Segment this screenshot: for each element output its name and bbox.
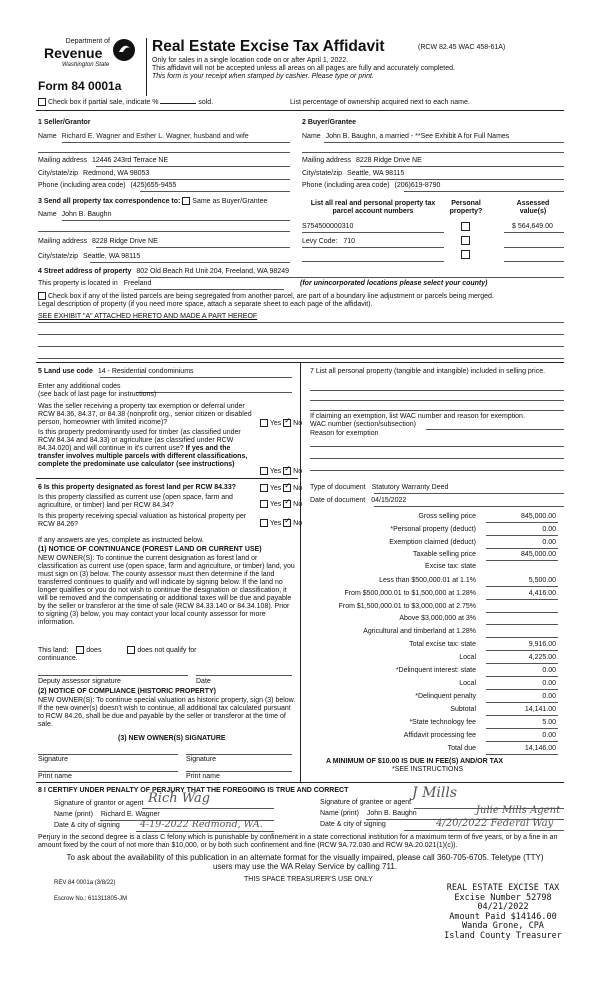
see-instructions-note: *SEE INSTRUCTIONS [392,766,464,773]
calc-row-value[interactable]: 845,000.00 [520,513,556,520]
document-type-row[interactable]: Type of document Statutory Warranty Deed [310,484,449,491]
new-owner-signature-heading: (3) NEW OWNER(S) SIGNATURE [118,735,226,742]
personal-property-checkbox-2[interactable] [461,236,470,245]
does-qualify-checkbox[interactable] [76,646,84,654]
form-title: Real Estate Excise Tax Affidavit [152,38,385,55]
forest-no-checkbox[interactable] [283,484,291,492]
segregated-checkbox[interactable] [38,292,46,300]
timber-no-checkbox[interactable] [283,467,291,475]
calc-row-label: Affidavit processing fee [403,732,476,739]
deputy-date-label: Date [196,678,211,685]
stamp-line4: Amount Paid $14146.00 [449,911,557,922]
forest-yes-checkbox[interactable] [260,484,268,492]
dept-line2: Revenue [44,45,103,61]
calc-row-value[interactable]: 14,146.00 [524,745,556,752]
notice-compliance-body: NEW OWNER(S): To continue special valuation as historic property, sign (3) below. If the new owner(s) doesn't wish to continue, all additional tax calculated pursuant to RCW 84.26, shall be due and payable by the seller or transferor at the time of sale. [38,697,296,728]
wac-number-label: WAC number (section/subsection) [310,421,416,428]
stamp-line6: Island County Treasurer [444,930,562,941]
calc-row-value[interactable]: 4,416.00 [528,590,556,597]
buyer-city-field[interactable]: City/state/zip Seattle, WA 98115 [302,170,405,177]
levy-code-field[interactable]: Levy Code: 710 [302,238,356,245]
tax-name-field[interactable]: Name John B. Baughn [38,211,112,218]
seller-heading: 1 Seller/Grantor [38,119,91,126]
forest-land-question: 6 Is this property designated as forest land per RCW 84.33? [38,484,236,491]
grantee-date-row[interactable]: Date & city of signing [320,821,386,828]
owner-signature-1-label: Signature [38,756,68,763]
calc-row-label: *Delinquent interest: state [395,667,476,674]
property-address-value: 802 Old Beach Rd Unit 204, Freeland, WA 98249 [136,268,289,275]
forest-answer: Yes ✓ No [260,484,302,493]
calc-row-label: Subtotal [450,706,476,713]
calc-row-value[interactable]: 0.00 [542,526,556,533]
calc-row-value[interactable]: 5.00 [542,719,556,726]
buyer-name-value: John B. Baughn, a married - **See Exhibit A for Full Names [325,133,510,140]
minimum-fee-note: A MINIMUM OF $10.00 IS DUE IN FEE(S) AND/OR TAX [326,758,504,765]
partial-sale-row [38,98,213,107]
calc-row-label: From $500,000.01 to $1,500,000 at 1.28% [344,590,476,597]
calc-row-value[interactable]: 14,141.00 [524,706,556,713]
document-date-row[interactable]: Date of document 04/15/2022 [310,497,407,504]
exemption-no-checkbox[interactable] [283,419,291,427]
tax-name-value: John B. Baughn [61,211,112,218]
does-not-qualify-checkbox[interactable] [127,646,135,654]
stamp-line1: REAL ESTATE EXCISE TAX [446,883,560,893]
calc-row-label: *Delinquent penalty [415,693,476,700]
current-use-answer: Yes ✓ No [260,500,302,509]
calc-row-label: *Personal property (deduct) [390,526,476,533]
segregated-label: Check box if any of the listed parcels are being segregated from another parcel, are part of a boundary line adjustment or parcels being merged. [47,292,494,300]
assessed-value[interactable]: $ 564,649.00 [512,223,553,230]
calc-row-label: Agricultural and timberland at 1.28% [363,628,476,635]
calc-row-label: Exemption claimed (deduct) [389,539,476,546]
additional-codes-label: Enter any additional codes [38,383,121,390]
grantor-date-row[interactable]: Date & city of signing [54,822,120,829]
this-land-row: This land: does does not qualify for [38,646,197,654]
grantee-date-value[interactable]: 4/20/2022 Federal Way [436,818,554,829]
personal-property-checkbox-1[interactable] [461,222,470,231]
revenue-logo [40,36,136,78]
dept-line1: Department of [65,38,110,45]
seller-name-value: Richard E. Wagner and Esther L. Wagner, husband and wife [61,133,249,140]
calc-row-label: Above $3,000,000 at 3% [399,615,476,622]
land-use-value: 14 - Residential condominiums [97,368,194,375]
buyer-phone-field[interactable]: Phone (including area code) (206)619-8790 [302,182,441,189]
continuance-label: continuance. [38,655,78,662]
property-location-row[interactable]: This property is located in Freeland [38,280,152,287]
owner-print-1-label: Print name [38,773,72,780]
parcel-number[interactable]: S754500000310 [302,223,354,230]
notice-compliance-heading: (2) NOTICE OF COMPLIANCE (HISTORIC PROPERTY) [38,688,216,695]
document-date-value: 04/15/2022 [371,497,407,504]
current-use-question: Is this property classified as current use (open space, farm and agriculture, or timber) land per RCW 84.34? [38,494,233,509]
exemption-answer: Yes ✓ No [260,419,302,428]
calc-row-label: Excise tax: state [425,563,476,570]
buyer-mailing-field[interactable]: Mailing address 8228 Ridge Drive NE [302,157,422,164]
legal-description-label: Legal description of property (if you need more space, attach a separate sheet to each page of the affidavit). [38,301,373,308]
calc-row-label: Taxable selling price [412,551,476,558]
revenue-logo-icon [112,38,136,62]
timber-question: Is this property predominantly used for timber (as classified under RCW 84.34 and 84.33) or agriculture (as classified under RCW 84.34.020) and will continue in it's current use? If yes and the transfer involves multiple parcels with different classifications, complete the predominate use calculator (see instructions) [38,429,248,468]
grantee-signature[interactable]: J Mills [412,785,458,801]
partial-sold-label: sold. [198,98,214,106]
grantee-name-value: John B. Baughn [366,810,417,817]
escrow-number: Escrow No.: 611311805-JM [54,896,128,902]
buyer-city-value: Seattle, WA 98115 [347,170,405,177]
calc-row-label: From $1,500,000.01 to $3,000,000 at 2.75% [338,603,476,610]
property-heading: 4 Street address of property [38,268,132,275]
deputy-signature-label: Deputy assessor signature [38,678,121,685]
seller-mailing-field[interactable]: Mailing address 12446 243rd Terrace NE [38,157,169,164]
availability-note: To ask about the availability of this publication in an alternate format for the visually impaired, please call 360-705-6705. Teletype (TTY) users may use the WA Relay Service by calling 711. [66,853,544,871]
document-type-value: Statutory Warranty Deed [371,484,449,491]
calc-row-value[interactable]: 4,225.00 [528,654,556,661]
tax-correspondence-row [38,197,267,206]
calc-row-value[interactable]: 845,000.00 [520,551,556,558]
calc-row-label: Total excise tax: state [409,641,476,648]
same-as-buyer-checkbox[interactable] [182,197,190,205]
perjury-warning: Perjury in the second degree is a class C felony which is punishable by confinement in a state correctional institution for a maximum term of five years, or by a fine in an amount fixed by the court of not more than $10,000, or by both such confinement and fine (RCW 9A.72.030 and RCW 9A.20.021(1)(c)). [38,834,558,849]
tax-mailing-field[interactable]: Mailing address 8228 Ridge Drive NE [38,238,158,245]
treasurer-use-label: THIS SPACE TREASURER'S USE ONLY [244,876,373,883]
seller-phone-field[interactable]: Phone (including area code) (425)655-9455 [38,182,177,189]
treasurer-stamp [430,884,576,941]
calc-row-value[interactable]: 0.00 [542,693,556,700]
buyer-heading: 2 Buyer/Grantee [302,119,357,126]
calc-row-value[interactable]: 0.00 [542,680,556,687]
grantor-signature-label: Signature of grantor or agent [54,800,144,807]
form-statute: (RCW 82.45 WAC 458-61A) [418,44,506,51]
same-as-buyer-label: Same as Buyer/Grantee [192,197,268,205]
tax-city-value: Seattle, WA 98115 [83,253,141,260]
exemption-claim-note: If claiming an exemption, list WAC number and reason for exemption. [310,413,525,420]
levy-code-value: 710 [343,238,356,245]
calc-row-label: Total due [447,745,476,752]
timber-yes-checkbox[interactable] [260,467,268,475]
grantor-signature[interactable]: Rich Wag [148,791,211,806]
grantor-name-value: Richard E. Wagner [100,811,160,818]
legal-description-value[interactable]: SEE EXHIBIT "A" ATTACHED HERETO AND MADE A PART HEREOF [38,313,258,320]
personal-property-heading: 7 List all personal property (tangible and intangible) included in selling price. [310,368,546,375]
grantor-name-row[interactable]: Name (print) Richard E. Wagner [54,811,160,818]
current-use-yes-checkbox[interactable] [260,500,268,508]
exemption-question: Was the seller receiving a property tax exemption or deferral under RCW 84.36, 84.37, or 84.38 (nonprofit org., senior citizen or disabled person, homeowner with limited income)? [38,403,252,426]
calc-row-label: *State technology fee [409,719,476,726]
exemption-yes-checkbox[interactable] [260,419,268,427]
grantee-name-row[interactable]: Name (print) John B. Baughn [320,810,417,817]
calc-row-label: Local [459,680,476,687]
historic-no-checkbox[interactable] [283,519,291,527]
grantee-agent: Julie Mills Agent [476,805,561,816]
reason-label: Reason for exemption [310,430,379,437]
grantee-signature-label: Signature of grantee or agent [320,799,412,806]
buyer-name-field[interactable]: Name John B. Baughn, a married - **See Exhibit A for Full Names [302,133,510,140]
revision-label: REV 84 0001a (3/8/22) [54,880,116,886]
if-yes-note: If any answers are yes, complete as instructed below. [38,537,204,544]
notice-continuance-body: NEW OWNER(S): To continue the current designation as forest land or classification as current use (open space, farm and agriculture, or timber) land, you must sign on (3) below. The county assessor must then determine if the land transferred continues to qualify and will indicate by signing below. If the land no longer qualifies or you do not wish to continue the designation or classification, it will be removed and the compensating or additional taxes will be due and payable by the seller or transferor at the time of sale (RCW 84.33.140 or 84.34.108). Prior to signing (3) below, you may contact your local county assessor for more information. [38,555,295,626]
dept-line3: Washington State [62,62,110,68]
stamp-line3: 04/21/2022 [477,902,529,912]
historic-question: Is this property receiving special valuation as historical property per RCW 84.26? [38,513,247,528]
certify-heading: 8 I CERTIFY UNDER PENALTY OF PERJURY THAT THE FOREGOING IS TRUE AND CORRECT [38,787,349,794]
seller-city-value: Redmond, WA 98053 [83,170,150,177]
land-use-row[interactable] [38,368,194,376]
form-number: Form 84 0001a [38,79,122,93]
personal-col-header: Personal property? [449,200,483,215]
segregated-row [38,292,564,301]
stamp-line2: Excise Number 52798 [454,892,552,903]
property-address-row[interactable] [38,268,289,276]
calc-row-value[interactable]: 0.00 [542,732,556,739]
see-back-label: (see back of last page for instructions) [38,391,157,398]
calc-row-value[interactable]: 9,916.00 [528,641,556,648]
partial-sale-label: Check box if partial sale, indicate % [47,98,159,106]
grantor-date-value[interactable]: 4-19-2022 Redmond, WA. [140,819,263,830]
ownership-note: List percentage of ownership acquired next to each name. [290,99,470,106]
header-note-2: This affidavit will not be accepted unless all areas on all pages are fully and accurately completed. [152,65,455,72]
header-note-3: This form is your receipt when stamped by cashier. Please type or print. [152,73,374,80]
seller-phone-value: (425)655-9455 [130,182,177,189]
calc-row-value[interactable]: 0.00 [542,667,556,674]
calc-row-value[interactable]: 0.00 [542,539,556,546]
assessed-col-header: Assessed value(s) [516,200,550,215]
seller-mailing-value: 12446 243rd Terrace NE [91,157,169,164]
unincorporated-note: (for unincorporated locations please select your county) [300,280,488,287]
property-location-value: Freeland [123,280,152,287]
calc-row-value[interactable]: 5,500.00 [528,577,556,584]
buyer-mailing-value: 8228 Ridge Drive NE [355,157,422,164]
tax-mailing-value: 8228 Ridge Drive NE [91,238,158,245]
parcel-col-header: List all real and personal property tax parcel account numbers [310,200,436,215]
land-use-heading: 5 Land use code [38,368,93,375]
seller-name-label: Name [38,133,57,140]
calc-row-label: Gross selling price [418,513,476,520]
notice-continuance-heading: (1) NOTICE OF CONTINUANCE (FOREST LAND OR CURRENT USE) [38,546,262,553]
owner-signature-2-label: Signature [186,756,216,763]
stamp-line5: Wanda Grone, CPA [462,921,544,931]
buyer-phone-value: (206)619-8790 [394,182,441,189]
historic-answer: Yes ✓ No [260,519,302,528]
partial-sale-checkbox[interactable] [38,98,46,106]
current-use-no-checkbox[interactable] [283,500,291,508]
calc-row-label: Less than $500,000.01 at 1.1% [379,577,476,584]
personal-property-checkbox-3[interactable] [461,250,470,259]
tax-city-field[interactable]: City/state/zip Seattle, WA 98115 [38,253,141,260]
partial-percent-field[interactable] [160,103,196,104]
calc-row-label: Local [459,654,476,661]
tax-correspondence-heading: 3 Send all property tax correspondence to: [38,197,181,205]
header-note-1: Only for sales in a single location code on or after April 1, 2022. [152,57,349,64]
timber-answer: Yes ✓ No [260,467,302,476]
historic-yes-checkbox[interactable] [260,519,268,527]
owner-print-2-label: Print name [186,773,220,780]
seller-name-field[interactable] [38,133,288,141]
seller-city-field[interactable]: City/state/zip Redmond, WA 98053 [38,170,150,177]
